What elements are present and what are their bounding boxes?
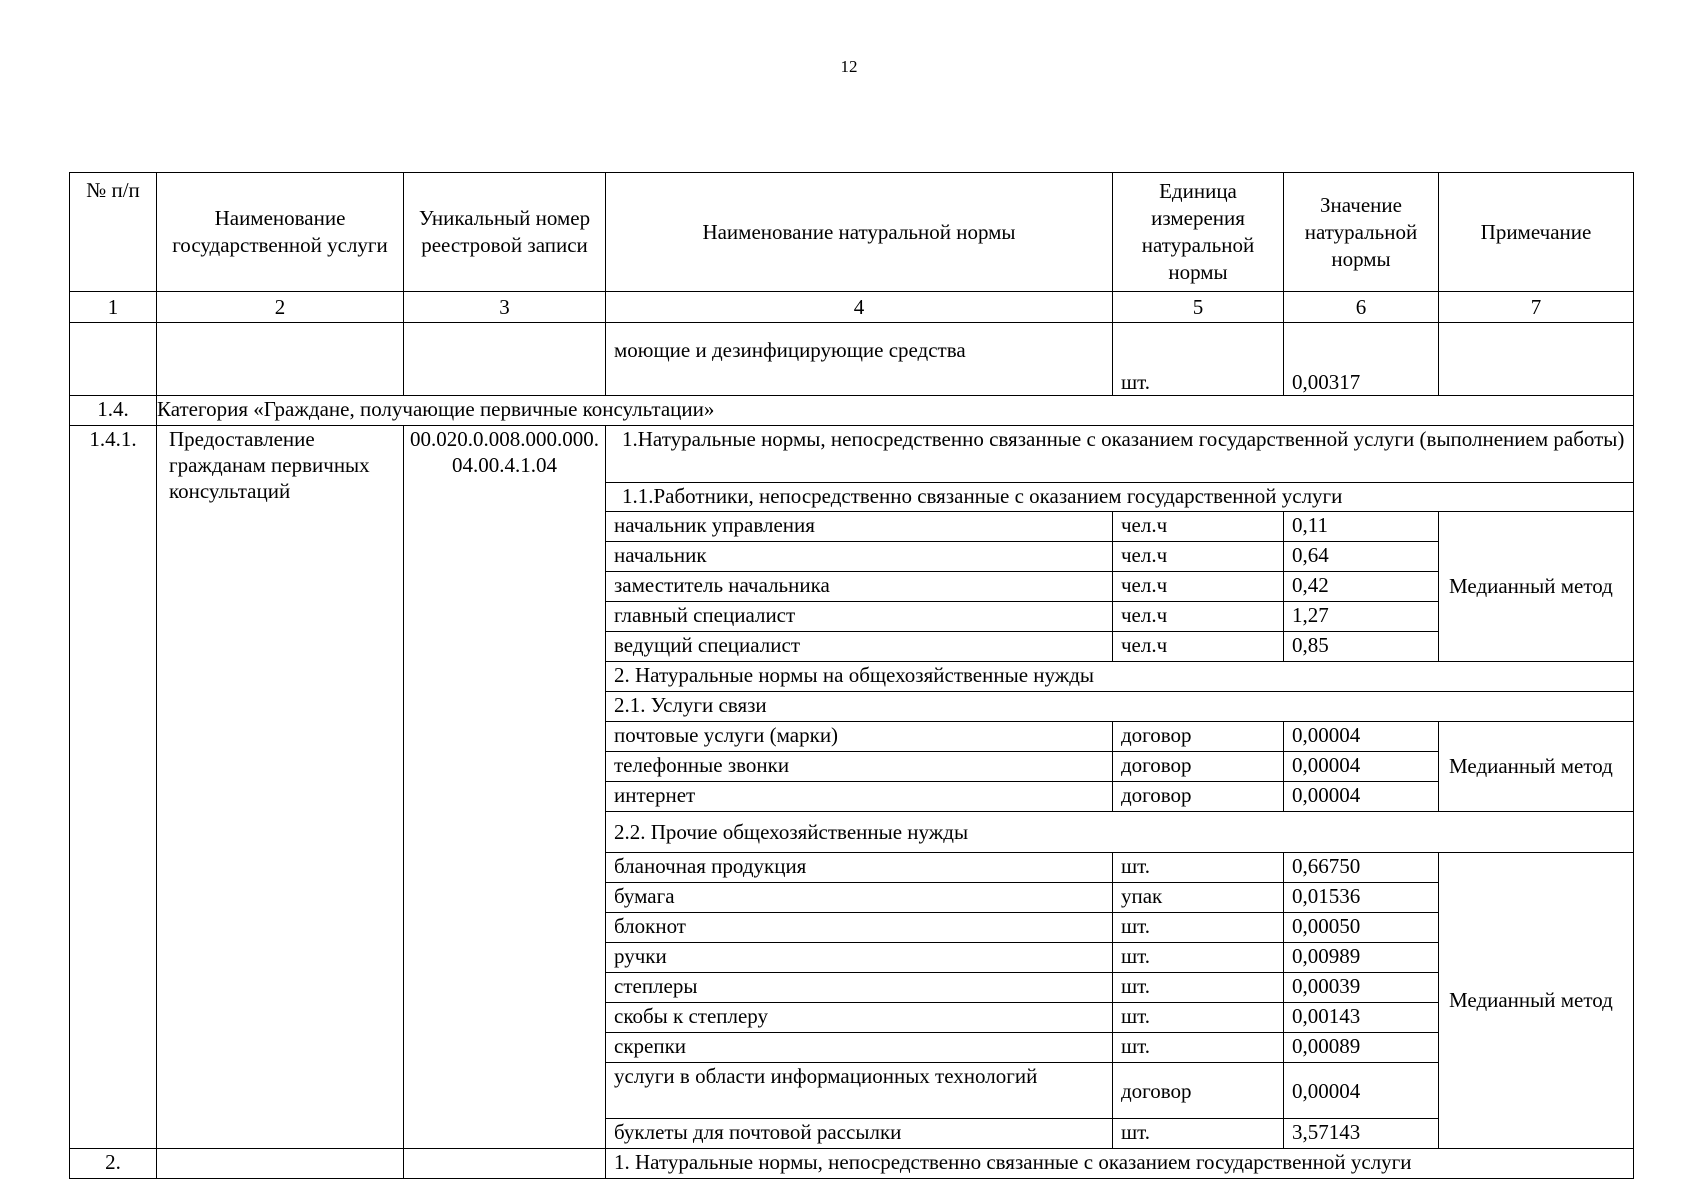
norm-name: блокнот bbox=[606, 913, 1113, 943]
norm-name: начальник управления bbox=[606, 512, 1113, 542]
column-number: 6 bbox=[1284, 292, 1439, 323]
row-num: 2. bbox=[70, 1149, 157, 1179]
norm-name: моющие и дезинфицирующие средства bbox=[606, 323, 1113, 396]
norm-unit: договор bbox=[1113, 722, 1284, 752]
empty-cell bbox=[404, 323, 606, 396]
norm-name: заместитель начальника bbox=[606, 572, 1113, 602]
registry-number: 00.020.0.008.000.000.04.00.4.1.04 bbox=[404, 426, 606, 1149]
column-number: 4 bbox=[606, 292, 1113, 323]
header-norm-name: Наименование натуральной нормы bbox=[606, 173, 1113, 292]
norm-value: 0,01536 bbox=[1284, 883, 1439, 913]
header-note: Примечание bbox=[1439, 173, 1634, 292]
norm-name: интернет bbox=[606, 782, 1113, 812]
header-service: Наименование государственной услуги bbox=[157, 173, 404, 292]
norm-unit: шт. bbox=[1113, 1119, 1284, 1149]
empty-cell bbox=[404, 1149, 606, 1179]
section-row bbox=[70, 426, 1634, 483]
column-number: 3 bbox=[404, 292, 606, 323]
norm-name: ведущий специалист bbox=[606, 632, 1113, 662]
column-number: 2 bbox=[157, 292, 404, 323]
table-header-row bbox=[70, 173, 1634, 292]
section-1-title: 1.Натуральные нормы, непосредственно связанные с оказанием государственной услуги (выполнением работы) bbox=[606, 426, 1634, 483]
next-section-row bbox=[70, 1149, 1634, 1179]
norm-name: начальник bbox=[606, 542, 1113, 572]
norm-unit: договор bbox=[1113, 752, 1284, 782]
method-note: Медианный метод bbox=[1439, 853, 1634, 1149]
norm-value: 0,00004 bbox=[1284, 752, 1439, 782]
norm-unit: шт. bbox=[1113, 1033, 1284, 1063]
norm-value: 0,00004 bbox=[1284, 782, 1439, 812]
column-number: 7 bbox=[1439, 292, 1634, 323]
method-note: Медианный метод bbox=[1439, 512, 1634, 662]
continuation-row bbox=[70, 323, 1634, 396]
header-num: № п/п bbox=[70, 173, 157, 292]
norm-unit: упак bbox=[1113, 883, 1284, 913]
norm-value: 1,27 bbox=[1284, 602, 1439, 632]
header-value: Значение натуральной нормы bbox=[1284, 173, 1439, 292]
empty-cell bbox=[1439, 323, 1634, 396]
category-row bbox=[70, 396, 1634, 426]
norm-unit: чел.ч bbox=[1113, 632, 1284, 662]
norm-unit: шт. bbox=[1113, 943, 1284, 973]
norm-value: 0,00989 bbox=[1284, 943, 1439, 973]
norm-name: телефонные звонки bbox=[606, 752, 1113, 782]
norm-value: 0,85 bbox=[1284, 632, 1439, 662]
norm-name: скобы к степлеру bbox=[606, 1003, 1113, 1033]
norm-value: 0,64 bbox=[1284, 542, 1439, 572]
norm-value: 0,00039 bbox=[1284, 973, 1439, 1003]
norm-name: бланочная продукция bbox=[606, 853, 1113, 883]
category-num: 1.4. bbox=[70, 396, 157, 426]
section-2-title: 2. Натуральные нормы на общехозяйственные нужды bbox=[606, 662, 1634, 692]
subsection-2-2-title: 2.2. Прочие общехозяйственные нужды bbox=[606, 812, 1634, 853]
service-num: 1.4.1. bbox=[70, 426, 157, 1149]
norm-unit: шт. bbox=[1113, 1003, 1284, 1033]
norm-value: 0,00317 bbox=[1284, 323, 1439, 396]
norm-value: 0,42 bbox=[1284, 572, 1439, 602]
header-registry: Уникальный номер реестровой записи bbox=[404, 173, 606, 292]
norm-unit: чел.ч bbox=[1113, 602, 1284, 632]
norm-value: 0,00004 bbox=[1284, 1063, 1439, 1119]
norm-unit: шт. bbox=[1113, 323, 1284, 396]
norm-value: 0,00004 bbox=[1284, 722, 1439, 752]
norm-name: главный специалист bbox=[606, 602, 1113, 632]
norm-unit: чел.ч bbox=[1113, 542, 1284, 572]
norm-value: 0,00050 bbox=[1284, 913, 1439, 943]
natural-norms-table bbox=[69, 172, 1634, 1179]
next-section-title: 1. Натуральные нормы, непосредственно связанные с оказанием государственной услуги bbox=[606, 1149, 1634, 1179]
norm-name: буклеты для почтовой рассылки bbox=[606, 1119, 1113, 1149]
norm-unit: договор bbox=[1113, 1063, 1284, 1119]
empty-cell bbox=[157, 323, 404, 396]
norm-name: скрепки bbox=[606, 1033, 1113, 1063]
column-number: 1 bbox=[70, 292, 157, 323]
norm-name: бумага bbox=[606, 883, 1113, 913]
norm-value: 3,57143 bbox=[1284, 1119, 1439, 1149]
page-number: 12 bbox=[840, 57, 858, 76]
norm-value: 0,00089 bbox=[1284, 1033, 1439, 1063]
service-name: Предоставление гражданам первичных консультаций bbox=[157, 426, 404, 1149]
norm-value: 0,00143 bbox=[1284, 1003, 1439, 1033]
norm-unit: чел.ч bbox=[1113, 572, 1284, 602]
norm-name: почтовые услуги (марки) bbox=[606, 722, 1113, 752]
norm-unit: шт. bbox=[1113, 913, 1284, 943]
empty-cell bbox=[157, 1149, 404, 1179]
empty-cell bbox=[70, 323, 157, 396]
category-title: Категория «Граждане, получающие первичные консультации» bbox=[157, 396, 1634, 426]
norm-value: 0,66750 bbox=[1284, 853, 1439, 883]
norm-unit: чел.ч bbox=[1113, 512, 1284, 542]
norm-name: ручки bbox=[606, 943, 1113, 973]
subsection-1-1-title: 1.1.Работники, непосредственно связанные с оказанием государственной услуги bbox=[606, 483, 1634, 512]
column-numbers-row bbox=[70, 292, 1634, 323]
norm-unit: шт. bbox=[1113, 853, 1284, 883]
norm-unit: шт. bbox=[1113, 973, 1284, 1003]
norm-name: степлеры bbox=[606, 973, 1113, 1003]
norm-name: услуги в области информационных технологий bbox=[606, 1063, 1113, 1119]
subsection-2-1-title: 2.1. Услуги связи bbox=[606, 692, 1634, 722]
column-number: 5 bbox=[1113, 292, 1284, 323]
method-note: Медианный метод bbox=[1439, 722, 1634, 812]
norm-unit: договор bbox=[1113, 782, 1284, 812]
norm-value: 0,11 bbox=[1284, 512, 1439, 542]
header-unit: Единица измерения натуральной нормы bbox=[1113, 173, 1284, 292]
